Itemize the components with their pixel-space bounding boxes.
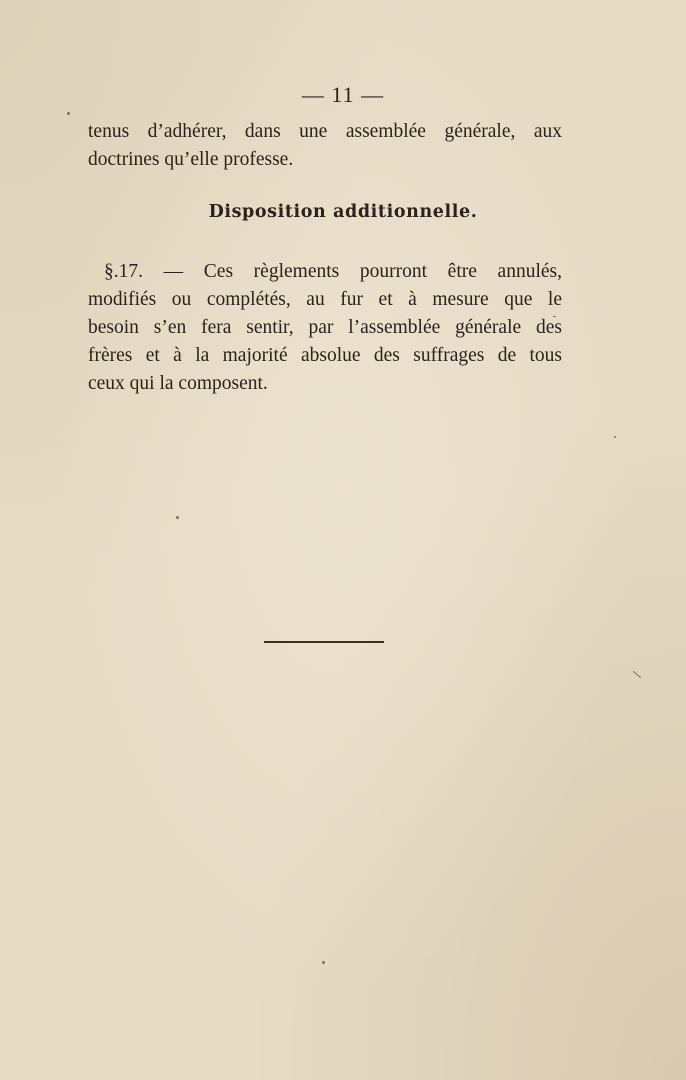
text-line: doctrines qu’elle professe.	[88, 149, 294, 170]
paper-speck	[633, 671, 641, 678]
text-line: §.17. — Ces règlements pourront être annulés,	[104, 261, 562, 282]
paragraph-continuation	[88, 118, 562, 174]
text-line: frères et à la majorité absolue des suffrages de tous	[88, 345, 562, 366]
text-line: modifiés ou complétés, au fur et à mesure que le	[88, 289, 562, 310]
paper-speck	[176, 516, 179, 519]
text-line: tenus d’adhérer, dans une assemblée générale, aux	[88, 121, 562, 142]
section-heading: Disposition additionnelle.	[208, 202, 478, 222]
paper-speck	[553, 316, 556, 317]
article-paragraph	[88, 258, 562, 398]
page-number: — 11 —	[301, 82, 385, 107]
text-line: besoin s’en fera sentir, par l’assemblée générale des	[88, 317, 562, 338]
end-rule-divider	[264, 641, 384, 643]
paper-speck	[67, 112, 70, 115]
paper-speck	[614, 436, 616, 438]
text-line: ceux qui la composent.	[88, 373, 268, 394]
paper-speck	[322, 961, 325, 964]
